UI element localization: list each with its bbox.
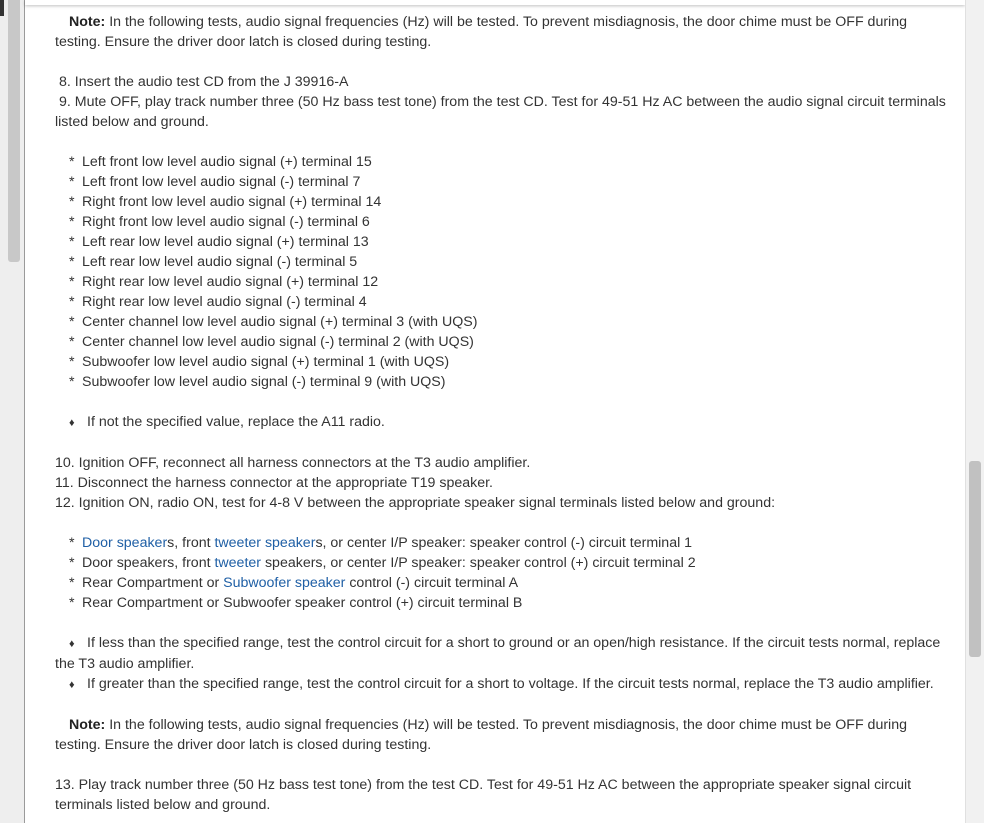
step-12: 12. Ignition ON, radio ON, test for 4-8 V between the appropriate speaker signal terminals listed below and ground: [55, 495, 776, 511]
list-item: * Left front low level audio signal (+) terminal 15 [69, 154, 372, 170]
list-item: * Right front low level audio signal (+) terminal 14 [69, 194, 382, 210]
list-item: * Left rear low level audio signal (+) terminal 13 [69, 234, 369, 250]
step-9: 9. Mute OFF, play track number three (50 Hz bass test tone) from the test CD. Test for 49-51 Hz AC between the audio signal circuit terminals [59, 94, 946, 110]
list-item: * Subwoofer low level audio signal (-) terminal 9 (with UQS) [69, 374, 446, 390]
list-item: * Right rear low level audio signal (-) terminal 4 [69, 294, 367, 310]
diamond-bullet-icon: ♦ [69, 638, 75, 650]
panel-edge-tab[interactable] [0, 0, 4, 16]
diamond-bullet-icon: ♦ [69, 417, 75, 429]
vertical-scrollbar[interactable] [965, 0, 984, 823]
step-12-result-greater: ♦ If greater than the specified range, test the control circuit for a short to voltage. If the circuit tests normal, replace the T3 audio amplifier. [55, 674, 955, 695]
tweeter-link[interactable]: tweeter [214, 555, 262, 571]
header-shadow-bar [25, 0, 965, 5]
step-9-cont: listed below and ground. [55, 114, 209, 130]
step-8: 8. Insert the audio test CD from the J 39916-A [59, 74, 349, 90]
step-9-result: ♦ If not the specified value, replace the A11 radio. [55, 412, 955, 433]
step-10: 10. Ignition OFF, reconnect all harness connectors at the T3 audio amplifier. [55, 455, 531, 471]
list-item: * Rear Compartment or Subwoofer speaker control (-) circuit terminal A [69, 575, 519, 591]
door-speaker-link[interactable]: Door speaker [82, 535, 168, 551]
list-item: * Right front low level audio signal (-) terminal 6 [69, 214, 370, 230]
list-item: * Door speakers, front tweeter speakers, or center I/P speaker: speaker control (+) circuit terminal 2 [69, 555, 696, 571]
scrollbar-thumb[interactable] [969, 461, 981, 657]
terminal-list [55, 152, 955, 392]
step-13-cont: terminals listed below and ground. [55, 797, 271, 813]
left-panel-gutter [0, 0, 25, 823]
note-label: Note: [69, 14, 106, 30]
note-paragraph-2: Note: In the following tests, audio signal frequencies (Hz) will be tested. To prevent misdiagnosis, the door chime must be OFF during [69, 717, 907, 733]
note-paragraph-cont: testing. Ensure the driver door latch is closed during testing. [55, 34, 432, 50]
subwoofer-speaker-link[interactable]: Subwoofer speaker [223, 575, 346, 591]
note-paragraph: Note: In the following tests, audio signal frequencies (Hz) will be tested. To prevent misdiagnosis, the door chime must be OFF during [69, 14, 907, 30]
note-paragraph-2-cont: testing. Ensure the driver door latch is closed during testing. [55, 737, 432, 753]
list-item: * Subwoofer low level audio signal (+) terminal 1 (with UQS) [69, 354, 450, 370]
tweeter-speaker-link[interactable]: tweeter speaker [214, 535, 316, 551]
step-11: 11. Disconnect the harness connector at the appropriate T19 speaker. [55, 475, 493, 491]
procedure-content [55, 12, 955, 815]
list-item: * Door speakers, front tweeter speakers, or center I/P speaker: speaker control (-) circuit terminal 1 [69, 535, 693, 551]
step-12-result-less-cont: the T3 audio amplifier. [55, 656, 195, 672]
diamond-bullet-icon: ♦ [69, 679, 75, 691]
step-12-result-less: ♦ If less than the specified range, test the control circuit for a short to ground or an open/high resistance. If the circuit tests normal, replace [55, 633, 955, 654]
list-item: * Center channel low level audio signal (-) terminal 2 (with UQS) [69, 334, 474, 350]
list-item: * Center channel low level audio signal (+) terminal 3 (with UQS) [69, 314, 478, 330]
list-item: * Left front low level audio signal (-) terminal 7 [69, 174, 361, 190]
left-scrollbar-thumb[interactable] [8, 0, 20, 262]
note-label: Note: [69, 717, 106, 733]
list-item: * Left rear low level audio signal (-) terminal 5 [69, 254, 358, 270]
step-13: 13. Play track number three (50 Hz bass test tone) from the test CD. Test for 49-51 Hz AC between the appropriate speaker signal circuit [55, 777, 912, 793]
list-item: * Rear Compartment or Subwoofer speaker control (+) circuit terminal B [69, 595, 523, 611]
list-item: * Right rear low level audio signal (+) terminal 12 [69, 274, 379, 290]
speaker-terminal-list [55, 533, 955, 613]
